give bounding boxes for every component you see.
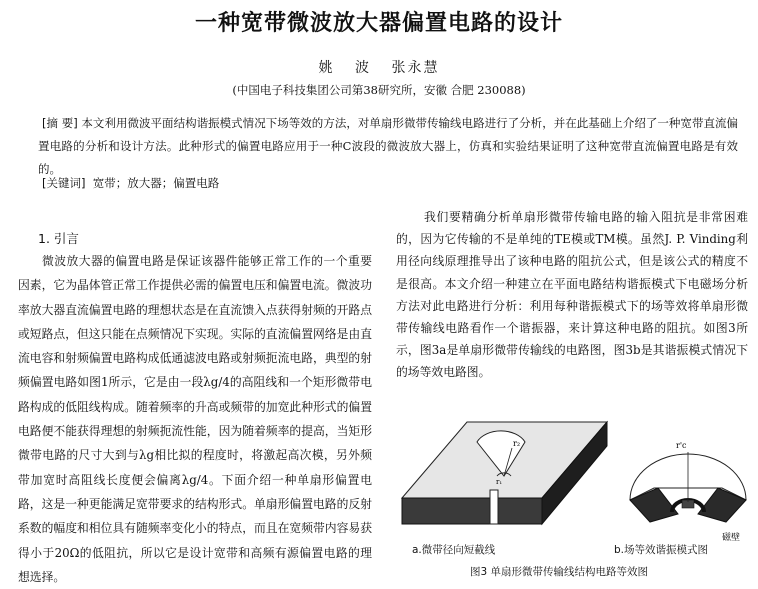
magnetic-wall-left bbox=[630, 488, 678, 522]
label-r2: r₂ bbox=[513, 439, 521, 448]
caption-b: b.场等效谐振模式图 bbox=[614, 544, 709, 556]
figure-3-drawing bbox=[392, 418, 754, 584]
paper-title: 一种宽带微波放大器偏置电路的设计 bbox=[194, 11, 563, 36]
abstract-text: 本文利用微波平面结构谐振模式情况下场等效的方法，对单扇形微带传输线电路进行了分析，并在此基础上介绍了一种宽带直流偏置电路的分析和设计方法。此种形式的偏置电路应用于一种C波段的微波放大器上，仿真和实验结果证明了这种宽带直流偏置电路是有效的。 bbox=[38, 116, 739, 176]
abstract-label: [摘 要] bbox=[42, 116, 78, 130]
caption-a: a.微带径向短截线 bbox=[412, 544, 496, 556]
right-column-paragraph: 我们要精确分析单扇形微带传输电路的输入阻抗是非常困难的，因为它传输的不是单纯的TE模或TM模。虽然J. P. Vinding利用径向线原理推导出了该种电路的阻抗公式，但是该公式的精度不是很高。本文介绍一种建立在平面电路结构谐振模式下电磁场分析方法对此电路进行分析：利用每种谐振模式下的场等效将单扇形微带传输线电路看作一个谐振器，来计算这种电路的阻抗。如图3所示，图3a是单扇形微带传输线的电路图，图3b是其谐振模式情况下的场等效电路图。 bbox=[396, 210, 748, 380]
figure-caption: 图3 单扇形微带传输线结构电路等效图 bbox=[470, 566, 649, 578]
section-heading: 1. 引言 bbox=[38, 231, 79, 246]
authors: 姚 波 张永慧 bbox=[318, 60, 440, 76]
label-r1: r₁ bbox=[496, 478, 503, 486]
substrate-front bbox=[402, 498, 542, 524]
affiliation: (中国电子科技集团公司第38研究所，安徽 合肥 230088) bbox=[232, 83, 526, 97]
abstract bbox=[38, 112, 738, 181]
keywords-text: 宽带；放大器；偏置电路 bbox=[92, 176, 220, 190]
figure-3 bbox=[392, 418, 754, 584]
intro-paragraph: 微波放大器的偏置电路是保证该器件能够正常工作的一个重要因素，它为晶体管正常工作提供必需的偏置电压和偏置电流。微波功率放大器直流偏置电路的理想状态是在直流馈入点获得射频的开路点或短路点，但这只能在点频情况下实现。实际的直流偏置网络是由直流电容和射频偏置电路构成低通滤波电路或射频扼流电路，典型的射频偏置电路如图1所示，它是由一段λg/4的高阻线和一个矩形微带电路构成的低阻线构成。随着频率的升高或频带的加宽此种形式的偏置电路便不能获得理想的射频扼流性能，因为随着频率的提高，当矩形微带电路的尺寸大到与λg相比拟的程度时，将激起高次模，另外频带加宽时高阻线长度便会偏离λg/4。下面介绍一种单扇形偏置电路，这是一种更能满足宽带要求的结构形式。单扇形偏置电路的反射系数的幅度和相位具有随频率变化小的特点，而且在宽频带内容易获得小于20Ω的低阻抗，所以它是设计宽带和高频有源偏置电路的理想选择。 bbox=[18, 254, 372, 584]
feed-line bbox=[490, 490, 498, 524]
label-rc: r'c bbox=[676, 441, 687, 450]
keywords bbox=[42, 175, 219, 191]
label-magnetic-wall: 磁壁 bbox=[722, 533, 741, 543]
magnetic-wall-right bbox=[698, 488, 746, 522]
keywords-label: [关键词] bbox=[42, 176, 86, 190]
